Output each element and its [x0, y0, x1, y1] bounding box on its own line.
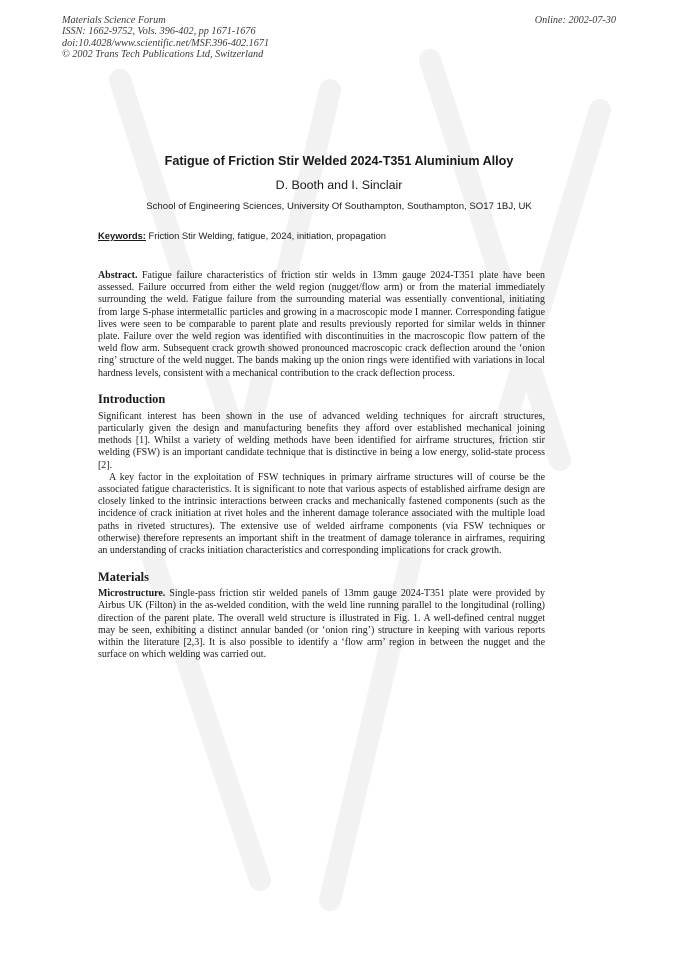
journal-header — [62, 15, 269, 61]
doi-line[interactable]: doi:10.4028/www.scientific.net/MSF.396-402.1671 — [62, 37, 270, 49]
issn-line: ISSN: 1662-9752, Vols. 396-402, pp 1671-1676 — [62, 26, 256, 38]
abstract-label: Abstract. — [98, 270, 138, 281]
materials-text: Single-pass friction stir welded panels of 13mm gauge 2024-T351 plate were provided by Airbus UK (Filton) in the as-welded condition, with the weld line running parallel to the longitudinal (rolling) direction of the parent plate. The overall weld structure is illustrated in Fig. 1. A well-defined central nugget may be seen, exhibiting a distinct annular banded (or ‘onion ring’) structure in keeping with various reports within the literature [2,3]. It is also possible to identify a ‘flow arm’ region in between the nugget and the surface on which welding was carried out. — [98, 588, 545, 661]
materials-paragraph — [98, 588, 545, 661]
abstract-text: Fatigue failure characteristics of friction stir welds in 13mm gauge 2024-T351 plate have been assessed. Failure occurred from either the weld region (nugget/flow arm) or from the material immediately surrounding the weld. Fatigue failure from the surrounding material was essentially conventional, initiating from large S-phase intermetallic particles and growing in a macroscopic mode I manner. Corresponding fatigue lives were seen to be comparable to parent plate and results previously reported for similar welds in thinner plate. Failure over the weld region was identified with discontinuities in the macroscopic flow pattern of the weld flow arm. Subsequent crack growth showed pronounced macroscopic crack deflection around the ‘onion ring’ structure of the weld nugget. The bands making up the onion rings were identified with variations in local hardness levels, consistent with a mechanical contribution to the crack deflection process. — [98, 270, 546, 379]
authors: D. Booth and I. Sinclair — [275, 178, 403, 192]
main-body — [98, 270, 545, 661]
copyright-line: © 2002 Trans Tech Publications Ltd, Switzerland — [62, 49, 264, 61]
introduction-paragraph-1: Significant interest has been shown in the use of advanced welding techniques for aircraft structures, particularly given the design and manufacturing benefits they afford over established mechanical joining methods [1]. Whilst a variety of welding methods have been identified for airframe structures, friction stir welding (FSW) is an important candidate technique that is distinctive in being a low energy, solid-state process [2]. — [98, 410, 545, 471]
microstructure-label: Microstructure. — [98, 588, 166, 600]
paper-title: Fatigue of Friction Stir Welded 2024-T351 Aluminium Alloy — [164, 154, 514, 168]
introduction-heading: Introduction — [98, 391, 166, 406]
abstract — [98, 270, 545, 380]
keywords-label: Keywords: — [98, 230, 146, 241]
affiliation: School of Engineering Sciences, University Of Southampton, Southampton, SO17 1BJ, UK — [146, 201, 532, 212]
materials-heading: Materials — [98, 570, 149, 585]
introduction-paragraph-2: A key factor in the exploitation of FSW techniques in primary airframe structures will of course be the associated fatigue characteristics. It is significant to note that various aspects of established airframe design are closely linked to the intrinsic interactions between cracks and mechanically fastened components (such as the incidence of crack initiation at rivet holes and the inherent damage tolerance associated with the multiple load paths in riveted structures). The extensive use of welded airframe components (via FSW techniques or otherwise) therefore represents an important shift in the treatment of damage tolerance in airframes, requiring an understanding of cracks initiation characteristics and corresponding implications for crack growth. — [98, 471, 545, 557]
journal-name: Materials Science Forum — [62, 15, 166, 26]
keywords-text: Friction Stir Welding, fatigue, 2024, initiation, propagation — [148, 230, 387, 241]
online-date: Online: 2002-07-30 — [534, 15, 616, 26]
keywords-line — [98, 230, 386, 241]
